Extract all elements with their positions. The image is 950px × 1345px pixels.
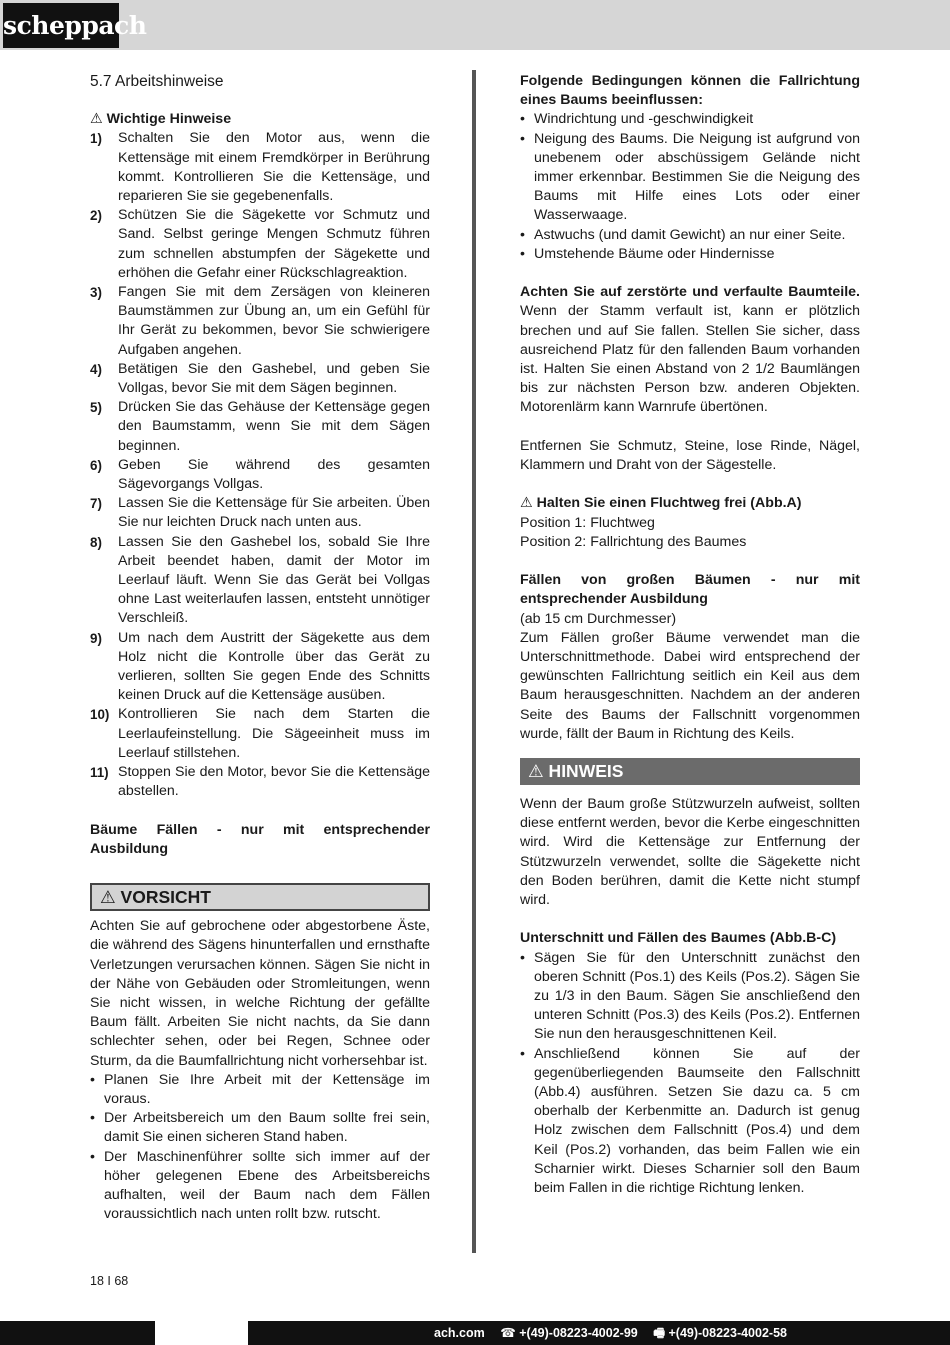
instruction-number: 7) <box>90 496 102 512</box>
instruction-number: 11) <box>90 765 109 781</box>
instruction-item <box>90 533 430 629</box>
decay-bold: Achten Sie auf zerstörte und verfaulte Baumteile. <box>520 284 860 301</box>
bullet-icon: • <box>520 226 525 243</box>
caution-bullet <box>90 1109 430 1147</box>
bullet-icon: • <box>520 245 525 262</box>
caution-bullet <box>90 1071 430 1109</box>
instruction-item <box>90 705 430 763</box>
column-divider <box>472 70 476 1253</box>
undercut-bullet <box>520 1045 860 1199</box>
brand-logo: scheppach <box>3 3 119 48</box>
instruction-text: Schützen Sie die Sägekette vor Schmutz und Sand. Selbst geringe Mengen Schmutz führen zum schnellen abstumpfen der Sägekette und erhöhen die Gefahr einer Rückschlagreaktion. <box>118 207 430 281</box>
bullet-icon: • <box>520 949 525 966</box>
left-column <box>90 72 430 1224</box>
instruction-text: Geben Sie während des gesamten Sägevorgangs Vollgas. <box>118 456 430 493</box>
footer-phone: ☎ +(49)-08223-4002-99 <box>500 1326 638 1340</box>
condition-bullet-text: Astwuchs (und damit Gewicht) an nur einer Seite. <box>534 226 846 243</box>
note-box: ⚠ HINWEIS <box>520 758 860 785</box>
caution-bullet-list <box>90 1071 430 1225</box>
caution-bullet-text: Der Arbeitsbereich um den Baum sollte frei sein, damit Sie einen sicheren Stand haben. <box>104 1110 430 1146</box>
bullet-icon: • <box>520 111 525 128</box>
condition-bullet-text: Windrichtung und -geschwindigkeit <box>534 111 754 128</box>
big-trees-sub: (ab 15 cm Durchmesser) <box>520 610 677 627</box>
caution-bullet-text: Der Maschinenführer sollte sich immer auf der höher gelegenen Ebene des Arbeitsbereichs aufhalten, weil der Baum nach dem Fällen voraussichtlich nach unten rollt bzw. rutscht. <box>104 1148 430 1223</box>
instruction-number: 2) <box>90 208 102 224</box>
instruction-item <box>90 206 430 283</box>
caution-box: ⚠ VORSICHT <box>90 883 430 911</box>
decay-text: Wenn der Stamm verfault ist, kann er plötzlich brechen und auf Sie fallen. Stellen Sie sicher, dass ausreichend Platz für den fallenden Baum vorhanden ist. Halten Sie einen Abstand von 2 1/2 Baumlängen bis zur nächsten Person bzw. anderen Objekten. Motorenlärm kann Warnrufe übertönen. <box>520 303 860 416</box>
footer-fax: 🖷 +(49)-08223-4002-58 <box>653 1326 787 1340</box>
felling-heading: Bäume Fällen - nur mit entsprechender Ausbildung <box>90 821 430 857</box>
note-text: Wenn der Baum große Stützwurzeln aufweist, sollten diese entfernt werden, bevor die Kerbe eingeschnitten wird. Wird die Kettensäge zur Entfernung der Stützwurzeln verwendet, sollte die Sägekette nicht den Boden berühren, damit die Kette nicht stumpf wird. <box>520 796 860 909</box>
bullet-icon: • <box>90 1148 95 1165</box>
condition-bullet <box>520 130 860 226</box>
instruction-item <box>90 398 430 456</box>
instruction-number: 1) <box>90 131 102 147</box>
right-column <box>520 72 860 1198</box>
instruction-text: Lassen Sie den Gashebel los, sobald Sie Ihre Arbeit beendet haben, damit der Motor im Leerlauf läuft. Wenn Sie das Gerät bei Vollgas ohne Last weiterlaufen lassen, entsteht unnötiger Verschleiß. <box>118 533 430 627</box>
instruction-text: Fangen Sie mit dem Zersägen von kleineren Baumstämmen zur Übung an, um ein Gefühl für Ihr Gerät zu bekommen, bevor Sie schwierigere Aufgaben angehen. <box>118 284 430 358</box>
instruction-item <box>90 283 430 360</box>
conditions-heading: Folgende Bedingungen können die Fallrichtung eines Baums beeinflussen: <box>520 73 860 109</box>
caution-bullet-text: Planen Sie Ihre Arbeit mit der Kettensäge im voraus. <box>104 1071 430 1107</box>
condition-bullet-text: Neigung des Baums. Die Neigung ist aufgrund von unebenem oder abschüssigem Gelände nicht immer erkennbar. Bestimmen Sie die Neigung des Baums mit Hilfe eines Lots oder einer Wasserwaage. <box>534 130 860 224</box>
bullet-icon: • <box>90 1071 95 1088</box>
instruction-number: 4) <box>90 361 102 377</box>
big-trees-heading: Fällen von großen Bäumen - nur mit entsprechender Ausbildung <box>520 572 860 608</box>
condition-bullet <box>520 245 860 264</box>
big-trees-text: Zum Fällen großer Bäume verwendet man die Unterschnittmethode. Dabei wird entsprechend der gewünschten Fallrichtung seitlich ein Keil aus dem Baum herausgeschnitten. Nachdem an der anderen Seite des Baums der Fallschnitt vorgenommen wurde, fällt der Baum in Richtung des Keils. <box>520 629 860 742</box>
page-number: 18 I 68 <box>90 1274 129 1288</box>
instruction-number: 6) <box>90 457 102 473</box>
undercut-heading: Unterschnitt und Fällen des Baumes (Abb.B-C) <box>520 930 837 947</box>
condition-bullet <box>520 110 860 129</box>
remove-text: Entfernen Sie Schmutz, Steine, lose Rinde, Nägel, Klammern und Draht von der Sägestelle. <box>520 437 860 474</box>
condition-bullet <box>520 226 860 245</box>
instruction-number: 10) <box>90 707 110 723</box>
decay-paragraph <box>520 283 860 417</box>
conditions-list <box>520 110 860 264</box>
instruction-text: Betätigen Sie den Gashebel, und geben Sie Vollgas, bevor Sie mit dem Sägen beginnen. <box>118 360 430 397</box>
footer-contact <box>434 1321 799 1345</box>
instruction-text: Um nach dem Austritt der Sägekette aus dem Holz nicht die Kontrolle über das Gerät zu verlieren, sollten Sie gegen Ende des Schnitts keinen Druck auf die Kettensäge ausüben. <box>118 629 430 704</box>
instruction-item <box>90 494 430 532</box>
instruction-number: 3) <box>90 285 102 301</box>
instruction-text: Schalten Sie den Motor aus, wenn die Kettensäge mit einem Fremdkörper in Berührung kommt. Kontrollieren Sie die Kettensäge, und reparieren Sie sie gegebenenfalls. <box>118 130 430 204</box>
footer-web: ach.com <box>434 1326 485 1340</box>
bullet-icon: • <box>520 1045 525 1062</box>
instruction-item <box>90 129 430 206</box>
instruction-item <box>90 763 430 801</box>
header-bar <box>0 0 950 50</box>
escape-position-1: Position 1: Fluchtweg <box>520 514 655 531</box>
instruction-text: Stoppen Sie den Motor, bevor Sie die Kettensäge abstellen. <box>118 764 430 800</box>
instruction-number: 9) <box>90 630 102 646</box>
instruction-number: 5) <box>90 400 102 416</box>
undercut-bullet-text: Sägen Sie für den Unterschnitt zunächst den oberen Schnitt (Pos.1) des Keils (Pos.2). Sägen Sie zu 1/3 in den Baum. Sägen Sie anschließend den unteren Schnitt (Pos.3) des Keils (Pos.2). Entfernen Sie nun den herausgeschnittenen Keil. <box>534 949 860 1043</box>
instruction-list <box>90 129 430 801</box>
instruction-item <box>90 456 430 494</box>
footer-bar <box>0 1321 950 1345</box>
undercut-bullet-text: Anschließend können Sie auf der gegenüberliegenden Baumseite den Fallschnitt (Abb.4) ausführen. Setzen Sie dazu ca. 5 cm oberhalb der Kerbenmitte an. Dadurch ist genug Holz zwischen dem Fallschnitt (Pos.4) und dem Keil (Pos.2) vorhanden, das beim Fallen wie ein Scharnier wirkt. Dieses Scharnier soll den Baum beim Fallen in die richtige Richtung lenken. <box>534 1045 860 1197</box>
section-title: 5.7 Arbeitshinweise <box>90 73 224 90</box>
undercut-bullet <box>520 949 860 1045</box>
instruction-number: 8) <box>90 534 102 550</box>
instruction-text: Lassen Sie die Kettensäge für Sie arbeiten. Üben Sie nur leichten Druck nach unten aus. <box>118 495 430 531</box>
caution-bullet <box>90 1148 430 1225</box>
condition-bullet-text: Umstehende Bäume oder Hindernisse <box>534 245 775 262</box>
bullet-icon: • <box>520 130 525 147</box>
instruction-item <box>90 629 430 706</box>
caution-text: Achten Sie auf gebrochene oder abgestorbene Äste, die während des Sägens hinunterfallen und ernsthafte Verletzungen verursachen können. Sägen Sie nicht in der Nähe von Gebäuden oder Stromleitungen, wenn Sie nicht wissen, in welche Richtung der gefällte Baum fällt. Arbeiten Sie nicht nachts, da Sie dann schlechter sehen, oder bei Regen, Schnee oder Sturm, da die Baumfallrichtung nicht vorhersehbar ist. <box>90 918 430 1069</box>
escape-heading: ⚠ Halten Sie einen Fluchtweg frei (Abb.A) <box>520 495 802 512</box>
instruction-text: Drücken Sie das Gehäuse der Kettensäge gegen den Baumstamm, wenn Sie mit dem Sägen beginnen. <box>118 399 430 454</box>
undercut-list <box>520 949 860 1199</box>
instruction-item <box>90 360 430 398</box>
instruction-text: Kontrollieren Sie nach dem Starten die Leerlaufeinstellung. Die Sägeeinheit muss im Leerlauf stillstehen. <box>118 706 430 761</box>
escape-position-2: Position 2: Fallrichtung des Baumes <box>520 533 747 550</box>
bullet-icon: • <box>90 1110 95 1127</box>
important-heading: ⚠ Wichtige Hinweise <box>90 111 232 128</box>
